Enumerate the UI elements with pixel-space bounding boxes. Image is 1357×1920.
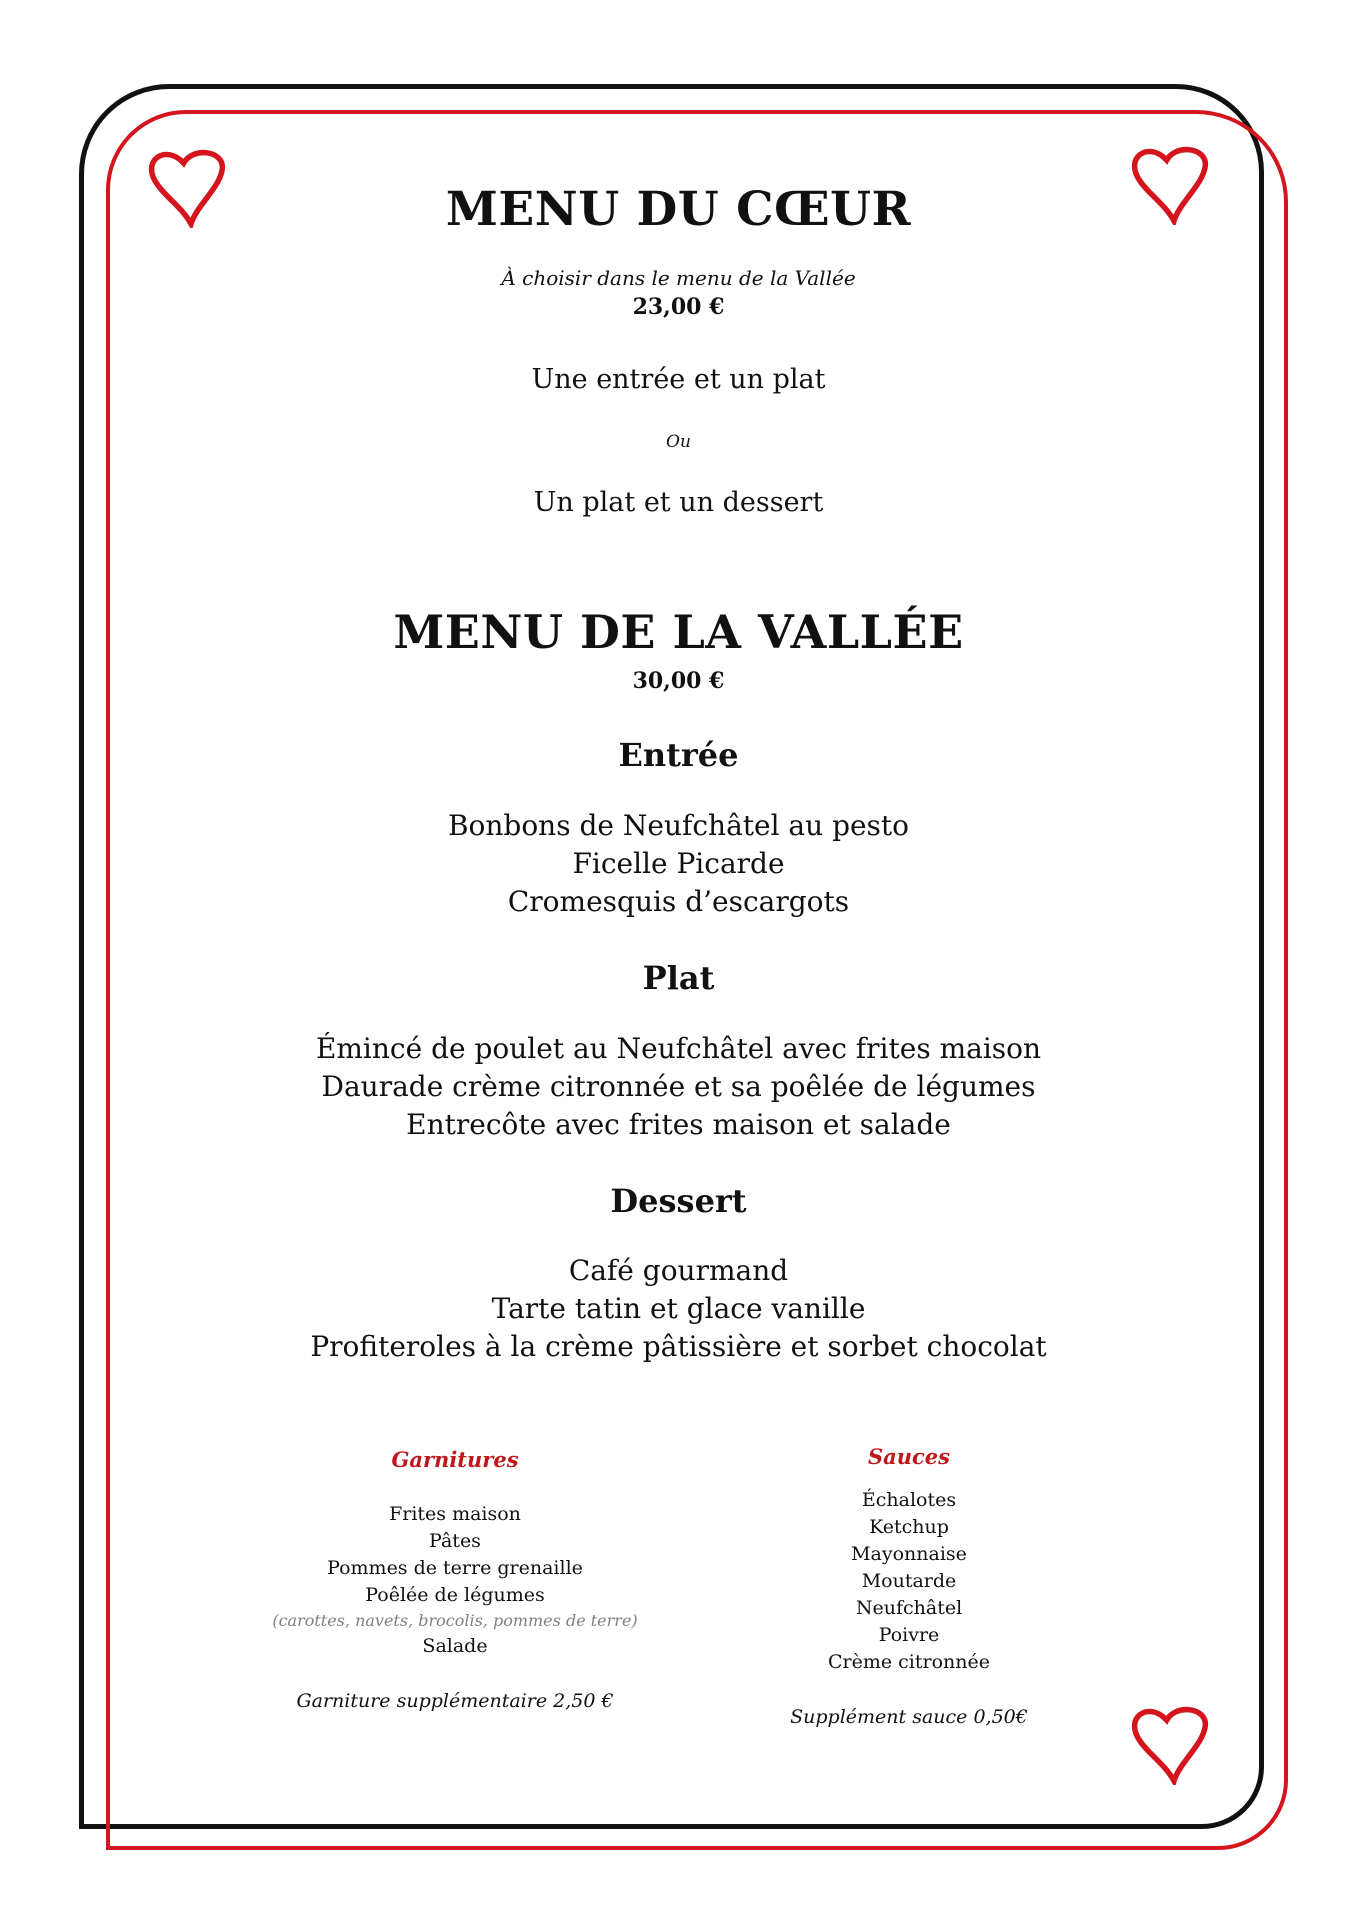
garniture-item: Poêlée de légumes xyxy=(365,1584,545,1606)
garniture-note: (carottes, navets, brocolis, pommes de terre) xyxy=(272,1611,638,1630)
menu-coeur-option-2: Un plat et un dessert xyxy=(533,487,824,518)
garniture-item: Pâtes xyxy=(429,1530,481,1552)
dish-item: Cromesquis d’escargots xyxy=(507,885,850,918)
sauce-item: Moutarde xyxy=(861,1570,957,1592)
menu-vallee-price: 30,00 € xyxy=(632,668,725,694)
sauces-column xyxy=(709,1444,1109,1728)
sauce-item: Neufchâtel xyxy=(855,1597,963,1619)
section-title-entree: Entrée xyxy=(618,736,739,774)
dish-item: Ficelle Picarde xyxy=(572,847,785,880)
dish-item: Émincé de poulet au Neufchâtel avec frites maison xyxy=(315,1032,1042,1065)
sauce-item: Ketchup xyxy=(869,1516,949,1538)
dish-item: Café gourmand xyxy=(568,1254,789,1287)
dish-item: Entrecôte avec frites maison et salade xyxy=(406,1108,951,1141)
garnitures-title: Garnitures xyxy=(391,1447,519,1472)
heart-outline-icon xyxy=(1128,1705,1220,1785)
garniture-item: Frites maison xyxy=(389,1503,521,1525)
section-title-plat: Plat xyxy=(642,959,715,997)
garnitures-column xyxy=(255,1447,655,1712)
sauces-title: Sauces xyxy=(867,1444,950,1469)
sauce-item: Crème citronnée xyxy=(827,1651,990,1673)
sauces-footer: Supplément sauce 0,50€ xyxy=(790,1706,1028,1728)
section-title-dessert: Dessert xyxy=(610,1182,747,1220)
menu-coeur-title: MENU DU CŒUR xyxy=(445,182,912,237)
garniture-item: Salade xyxy=(422,1635,488,1657)
menu-coeur-price: 23,00 € xyxy=(632,294,725,320)
dish-item: Profiteroles à la crème pâtissière et sorbet chocolat xyxy=(310,1330,1047,1363)
garniture-item: Pommes de terre grenaille xyxy=(327,1557,583,1579)
sauce-item: Mayonnaise xyxy=(851,1543,967,1565)
menu-coeur-subtitle: À choisir dans le menu de la Vallée xyxy=(501,266,856,290)
garnitures-footer: Garniture supplémentaire 2,50 € xyxy=(296,1690,614,1712)
menu-vallee-title: MENU DE LA VALLÉE xyxy=(393,605,964,659)
dish-item: Tarte tatin et glace vanille xyxy=(491,1292,866,1325)
menu-coeur-separator: Ou xyxy=(666,432,691,452)
dish-item: Daurade crème citronnée et sa poêlée de légumes xyxy=(321,1070,1036,1103)
menu-coeur-option-1: Une entrée et un plat xyxy=(531,364,826,395)
sauce-item: Échalotes xyxy=(861,1489,957,1511)
sauce-item: Poivre xyxy=(878,1624,940,1646)
dish-item: Bonbons de Neufchâtel au pesto xyxy=(447,809,910,842)
